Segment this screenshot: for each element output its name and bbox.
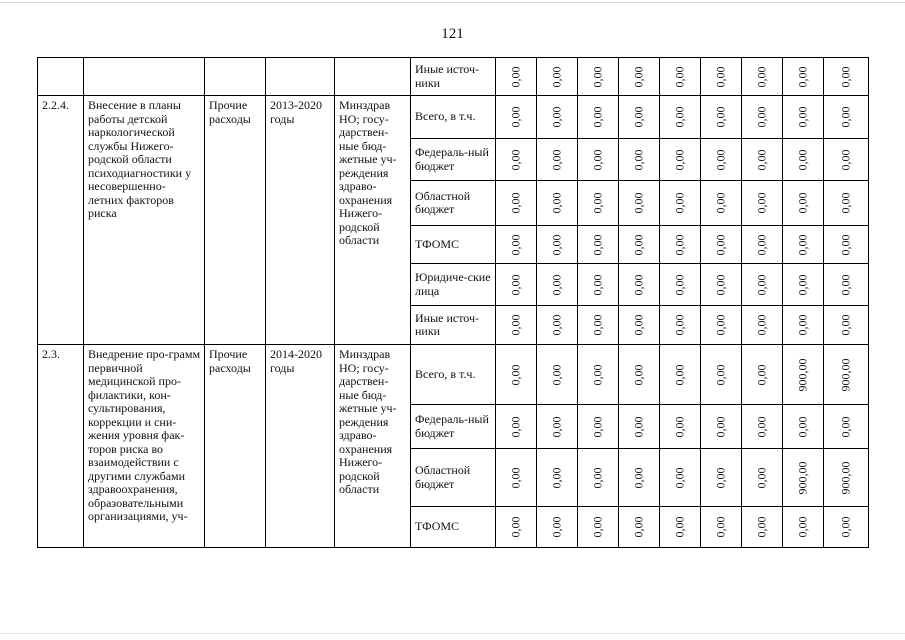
amount-cell [619, 449, 660, 507]
amount-value: 0,00 [672, 106, 687, 128]
amount-value: 0,00 [590, 364, 605, 385]
amount-cell [660, 345, 701, 405]
amount-value: 900,00 [795, 358, 810, 391]
amount-cell [783, 306, 824, 345]
amount-value: 0,00 [795, 149, 810, 170]
amount-cell [742, 264, 783, 306]
amount-cell [537, 58, 578, 96]
amount-cell [824, 449, 869, 507]
amount-cell [537, 139, 578, 181]
funding-source: Федераль-ный бюджет [411, 139, 496, 181]
amount-value: 0,00 [508, 314, 523, 336]
amount-cell [824, 306, 869, 345]
amount-value: 0,00 [672, 234, 687, 255]
amount-value: 0,00 [590, 416, 605, 437]
amount-value: 0,00 [672, 314, 687, 336]
amount-value: 0,00 [672, 274, 687, 295]
amount-cell [619, 264, 660, 306]
amount-cell [701, 264, 742, 306]
scan-bottom-line [0, 633, 905, 634]
item-code [38, 58, 84, 96]
amount-cell [742, 345, 783, 405]
amount-value: 0,00 [508, 364, 523, 385]
executor: Минздрав НО; госу-дарствен-ные бюд-жетные уч-реждения здраво-охранения Нижего-родской области [335, 96, 411, 345]
amount-cell [783, 226, 824, 264]
amount-value: 0,00 [754, 516, 769, 538]
amount-cell [783, 405, 824, 449]
amount-cell [496, 507, 537, 548]
funding-source: Иные источ-ники [411, 306, 496, 345]
amount-value: 0,00 [838, 274, 853, 295]
amount-cell [578, 139, 619, 181]
amount-value: 0,00 [549, 149, 564, 170]
amount-cell [824, 96, 869, 139]
amount-cell [619, 139, 660, 181]
amount-cell [496, 181, 537, 226]
amount-cell [783, 449, 824, 507]
amount-cell [619, 345, 660, 405]
amount-value: 0,00 [754, 106, 769, 128]
amount-cell [783, 507, 824, 548]
amount-value: 0,00 [713, 149, 728, 170]
amount-value: 0,00 [631, 364, 646, 385]
amount-cell [496, 226, 537, 264]
amount-cell [742, 405, 783, 449]
amount-value: 900,00 [838, 358, 853, 391]
page-number: 121 [441, 26, 464, 42]
amount-value: 0,00 [590, 467, 605, 488]
amount-cell [578, 264, 619, 306]
amount-cell [578, 226, 619, 264]
amount-value: 0,00 [795, 314, 810, 336]
item-code: 2.2.4. [38, 96, 84, 345]
amount-value: 0,00 [590, 192, 605, 214]
amount-cell [660, 139, 701, 181]
amount-value: 0,00 [713, 364, 728, 385]
amount-value: 0,00 [838, 106, 853, 128]
item-name: Внесение в планы работы детской наркологической службы Нижего-родской области психодиагностики у несовершенно-летних факторов риска [84, 96, 205, 345]
amount-cell [660, 507, 701, 548]
amount-value: 0,00 [672, 416, 687, 437]
amount-cell [742, 58, 783, 96]
amount-value: 0,00 [672, 66, 687, 87]
amount-cell [496, 58, 537, 96]
amount-cell [578, 58, 619, 96]
amount-value: 0,00 [549, 274, 564, 295]
amount-cell [537, 345, 578, 405]
amount-value: 0,00 [838, 149, 853, 170]
amount-cell [783, 345, 824, 405]
amount-value: 0,00 [631, 234, 646, 255]
amount-value: 0,00 [754, 274, 769, 295]
item-name: Внедрение про-грамм первичной медицинской про-филактики, кон-сультирования, коррекции и сни-жения уровня фак-торов риска во взаимодействии с другими службами здравоохранения, образовательными организациями, уч- [84, 345, 205, 548]
amount-cell [783, 96, 824, 139]
amount-cell [537, 507, 578, 548]
amount-value: 0,00 [631, 416, 646, 437]
amount-cell [742, 181, 783, 226]
amount-cell [619, 96, 660, 139]
amount-cell [537, 96, 578, 139]
amount-cell [537, 264, 578, 306]
amount-cell [783, 139, 824, 181]
funding-source: Областной бюджет [411, 181, 496, 226]
amount-value: 900,00 [838, 461, 853, 494]
amount-cell [742, 306, 783, 345]
scan-edge-line [0, 2, 905, 3]
amount-value: 0,00 [508, 192, 523, 214]
amount-cell [578, 345, 619, 405]
amount-value: 0,00 [754, 416, 769, 437]
item-name [84, 58, 205, 96]
amount-cell [701, 405, 742, 449]
amount-value: 0,00 [713, 274, 728, 295]
amount-value: 0,00 [549, 192, 564, 214]
amount-cell [824, 405, 869, 449]
table-row [38, 345, 869, 405]
amount-cell [537, 306, 578, 345]
amount-cell [619, 181, 660, 226]
amount-value: 0,00 [631, 106, 646, 128]
amount-cell [619, 507, 660, 548]
item-code: 2.3. [38, 345, 84, 548]
amount-cell [701, 306, 742, 345]
amount-value: 0,00 [713, 467, 728, 488]
amount-cell [578, 405, 619, 449]
amount-cell [783, 58, 824, 96]
amount-cell [578, 96, 619, 139]
amount-cell [701, 181, 742, 226]
amount-value: 0,00 [631, 274, 646, 295]
amount-value: 0,00 [672, 364, 687, 385]
amount-cell [496, 449, 537, 507]
funding-source: Юридиче-ские лица [411, 264, 496, 306]
executor: Минздрав НО; госу-дарствен-ные бюд-жетные уч-реждения здраво-охранения Нижего-родской области [335, 345, 411, 548]
amount-cell [824, 139, 869, 181]
amount-value: 0,00 [508, 516, 523, 538]
amount-value: 0,00 [631, 192, 646, 214]
amount-cell [537, 181, 578, 226]
amount-cell [701, 58, 742, 96]
amount-cell [824, 58, 869, 96]
amount-cell [496, 96, 537, 139]
amount-value: 0,00 [713, 234, 728, 255]
amount-value: 0,00 [754, 149, 769, 170]
amount-value: 0,00 [549, 516, 564, 538]
amount-value: 0,00 [631, 516, 646, 538]
expense-type: Прочие расходы [205, 96, 266, 345]
amount-cell [578, 306, 619, 345]
amount-value: 0,00 [754, 192, 769, 214]
amount-value: 0,00 [672, 149, 687, 170]
amount-value: 0,00 [508, 274, 523, 295]
amount-value: 0,00 [549, 234, 564, 255]
amount-value: 0,00 [713, 66, 728, 87]
amount-value: 0,00 [838, 66, 853, 87]
amount-cell [701, 226, 742, 264]
amount-value: 0,00 [590, 66, 605, 87]
amount-cell [660, 58, 701, 96]
amount-cell [824, 181, 869, 226]
amount-value: 0,00 [631, 66, 646, 87]
amount-cell [496, 139, 537, 181]
amount-cell [660, 306, 701, 345]
amount-value: 0,00 [590, 234, 605, 255]
amount-cell [619, 58, 660, 96]
amount-cell [619, 306, 660, 345]
amount-value: 0,00 [508, 66, 523, 87]
amount-value: 0,00 [754, 234, 769, 255]
amount-value: 0,00 [713, 314, 728, 336]
amount-value: 0,00 [549, 66, 564, 87]
funding-source: Всего, в т.ч. [411, 96, 496, 139]
funding-source: Областной бюджет [411, 449, 496, 507]
amount-value: 0,00 [672, 516, 687, 538]
amount-value: 0,00 [590, 149, 605, 170]
expense-type: Прочие расходы [205, 345, 266, 548]
amount-value: 0,00 [713, 106, 728, 128]
amount-cell [578, 449, 619, 507]
amount-cell [701, 345, 742, 405]
amount-cell [660, 264, 701, 306]
amount-cell [824, 264, 869, 306]
amount-cell [660, 226, 701, 264]
amount-value: 0,00 [838, 416, 853, 437]
amount-value: 0,00 [549, 467, 564, 488]
amount-value: 0,00 [713, 416, 728, 437]
amount-cell [660, 449, 701, 507]
amount-value: 0,00 [838, 516, 853, 538]
amount-cell [824, 507, 869, 548]
amount-cell [578, 507, 619, 548]
funding-source: ТФОМС [411, 226, 496, 264]
funding-source: Всего, в т.ч. [411, 345, 496, 405]
amount-cell [660, 405, 701, 449]
amount-value: 0,00 [713, 516, 728, 538]
executor [335, 58, 411, 96]
table-row [38, 58, 869, 96]
amount-value: 0,00 [838, 234, 853, 255]
amount-cell [660, 96, 701, 139]
amount-cell [824, 226, 869, 264]
amount-cell [496, 405, 537, 449]
amount-cell [496, 345, 537, 405]
amount-cell [660, 181, 701, 226]
amount-value: 0,00 [754, 314, 769, 336]
amount-value: 0,00 [549, 314, 564, 336]
amount-value: 0,00 [795, 106, 810, 128]
funding-source: Федераль-ный бюджет [411, 405, 496, 449]
period [266, 58, 335, 96]
amount-value: 0,00 [631, 467, 646, 488]
amount-value: 0,00 [508, 106, 523, 128]
amount-value: 0,00 [549, 106, 564, 128]
amount-value: 0,00 [795, 416, 810, 437]
amount-value: 0,00 [838, 192, 853, 214]
expense-type [205, 58, 266, 96]
amount-value: 0,00 [754, 66, 769, 87]
amount-value: 0,00 [590, 516, 605, 538]
amount-value: 0,00 [631, 314, 646, 336]
funding-source: Иные источ-ники [411, 58, 496, 96]
amount-cell [701, 449, 742, 507]
amount-cell [742, 449, 783, 507]
amount-value: 0,00 [508, 467, 523, 488]
period: 2013-2020 годы [266, 96, 335, 345]
amount-value: 0,00 [795, 192, 810, 214]
amount-value: 0,00 [672, 192, 687, 214]
amount-value: 0,00 [754, 364, 769, 385]
amount-cell [742, 226, 783, 264]
amount-cell [619, 226, 660, 264]
amount-value: 0,00 [795, 274, 810, 295]
amount-cell [537, 226, 578, 264]
amount-cell [824, 345, 869, 405]
amount-cell [537, 405, 578, 449]
amount-cell [537, 449, 578, 507]
amount-value: 0,00 [549, 416, 564, 437]
amount-value: 0,00 [672, 467, 687, 488]
amount-cell [783, 181, 824, 226]
amount-value: 0,00 [508, 149, 523, 170]
amount-cell [783, 264, 824, 306]
table-row [38, 96, 869, 139]
amount-value: 900,00 [795, 461, 810, 494]
funding-source: ТФОМС [411, 507, 496, 548]
amount-value: 0,00 [631, 149, 646, 170]
amount-value: 0,00 [590, 106, 605, 128]
amount-cell [701, 507, 742, 548]
amount-cell [742, 96, 783, 139]
amount-cell [742, 139, 783, 181]
amount-cell [619, 405, 660, 449]
amount-value: 0,00 [795, 66, 810, 87]
amount-value: 0,00 [713, 192, 728, 214]
amount-value: 0,00 [590, 274, 605, 295]
amount-value: 0,00 [795, 234, 810, 255]
amount-cell [496, 306, 537, 345]
amount-cell [578, 181, 619, 226]
amount-value: 0,00 [795, 516, 810, 538]
amount-cell [701, 139, 742, 181]
amount-value: 0,00 [508, 234, 523, 255]
amount-cell [701, 96, 742, 139]
amount-value: 0,00 [590, 314, 605, 336]
amount-value: 0,00 [754, 467, 769, 488]
period: 2014-2020 годы [266, 345, 335, 548]
amount-value: 0,00 [838, 314, 853, 336]
amount-cell [496, 264, 537, 306]
budget-table [37, 57, 869, 548]
amount-cell [742, 507, 783, 548]
amount-value: 0,00 [508, 416, 523, 437]
amount-value: 0,00 [549, 364, 564, 385]
